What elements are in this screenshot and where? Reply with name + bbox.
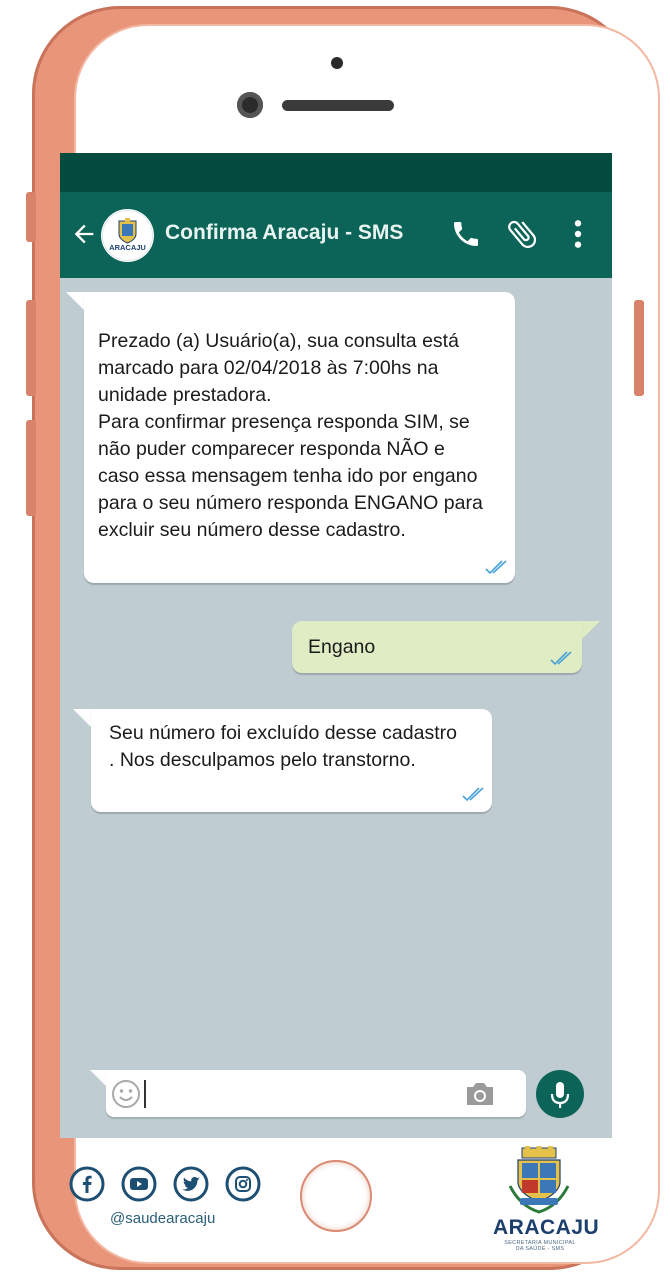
- voice-record-button[interactable]: [536, 1070, 584, 1118]
- mute-switch: [26, 192, 36, 242]
- read-ticks-icon: [462, 787, 488, 803]
- emoji-icon[interactable]: [110, 1078, 142, 1110]
- aracaju-coat-of-arms-icon: [508, 1146, 570, 1216]
- message-text: Seu número foi excluído desse cadastro . Nos desculpamos pelo transtorno.: [109, 722, 457, 771]
- chat-screen: [60, 153, 612, 1138]
- bubble-tail: [73, 709, 91, 727]
- power-button: [634, 300, 644, 396]
- earpiece-speaker: [282, 100, 394, 111]
- back-arrow-icon[interactable]: [70, 220, 98, 248]
- microphone-icon: [536, 1070, 584, 1118]
- bubble-tail: [66, 292, 84, 310]
- message-text: Prezado (a) Usuário(a), sua consulta está marcado para 02/04/2018 às 7:00hs na unidade prestadora. Para confirmar presença responda SIM, se não puder comparecer responda NÃO e caso essa mensagem tenha ido por engano para o seu número responda ENGANO para excluir seu número desse cadastro.: [98, 330, 483, 541]
- text-caret: [144, 1080, 146, 1108]
- message-input[interactable]: [106, 1070, 526, 1117]
- brand-subtitle: SECRETARIA MUNICIPAL DA SAÚDE - SMS: [504, 1240, 576, 1252]
- twitter-icon[interactable]: [173, 1166, 209, 1202]
- brand-name: ARACAJU: [493, 1216, 600, 1239]
- facebook-icon[interactable]: [69, 1166, 105, 1202]
- home-button[interactable]: [300, 1160, 372, 1232]
- volume-down-button: [26, 420, 36, 516]
- instagram-icon[interactable]: [225, 1166, 261, 1202]
- volume-up-button: [26, 300, 36, 396]
- more-options-icon[interactable]: [567, 218, 589, 250]
- incoming-message[interactable]: [84, 292, 515, 583]
- read-ticks-icon: [485, 560, 511, 576]
- front-camera: [237, 92, 263, 118]
- chat-header: [60, 192, 612, 278]
- attach-icon[interactable]: [504, 216, 540, 252]
- outgoing-message[interactable]: [292, 621, 582, 673]
- camera-icon[interactable]: [464, 1081, 496, 1107]
- youtube-icon[interactable]: [121, 1166, 157, 1202]
- call-icon[interactable]: [450, 218, 482, 250]
- proximity-sensor: [331, 57, 343, 69]
- contact-avatar[interactable]: [101, 209, 154, 262]
- read-ticks-icon: [550, 651, 576, 667]
- chat-title: Confirma Aracaju - SMS: [165, 221, 404, 244]
- svg-text:ARACAJU: ARACAJU: [109, 243, 146, 252]
- message-text: Engano: [308, 636, 376, 658]
- bubble-tail: [582, 621, 600, 639]
- social-handle: @saudearacaju: [110, 1210, 216, 1227]
- incoming-message[interactable]: [91, 709, 492, 812]
- aracaju-crest-icon: [101, 209, 154, 262]
- status-bar: [60, 153, 612, 192]
